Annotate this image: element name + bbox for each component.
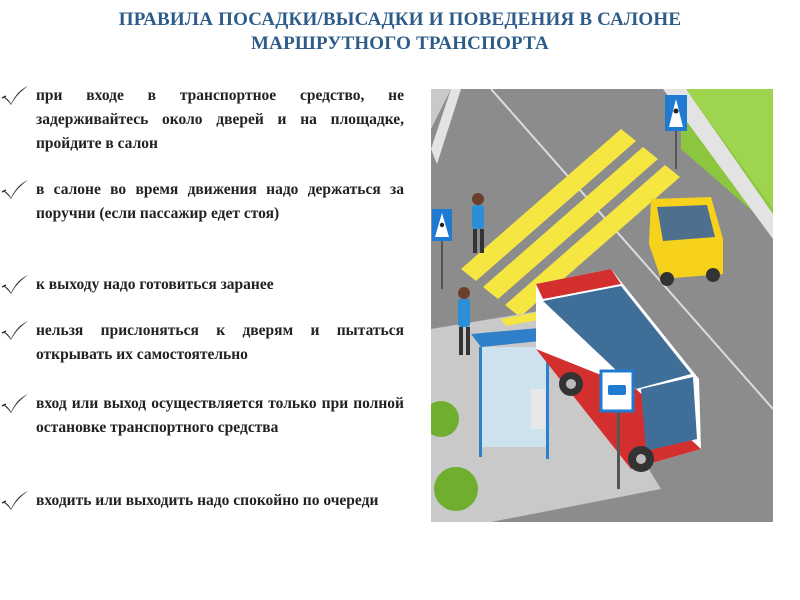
rule-item	[0, 319, 410, 367]
checkmark-icon	[0, 393, 36, 415]
checkmark-icon	[0, 490, 36, 512]
rule-item	[0, 178, 410, 226]
checkmark-icon	[0, 85, 36, 107]
rule-item	[0, 489, 410, 513]
rule-text: входить или выходить надо спокойно по очереди	[36, 492, 379, 509]
checkmark-icon	[0, 179, 36, 201]
bus-stop-illustration	[431, 89, 773, 522]
illustration-scene	[431, 89, 773, 522]
rule-text: вход или выход осуществляется только при полной остановке транспортного средства	[36, 395, 404, 436]
rule-text: нельзя прислоняться к дверям и пытаться открывать их самостоятельно	[36, 322, 404, 363]
minibus-icon	[649, 197, 723, 286]
rule-item	[0, 392, 410, 440]
checkmark-icon	[0, 320, 36, 342]
rule-item	[0, 84, 410, 156]
rule-text: к выходу надо готовиться заранее	[36, 276, 274, 293]
rule-text: в салоне во время движения надо держаться за поручни (если пассажир едет стоя)	[36, 181, 404, 222]
rule-text: при входе в транспортное средство, не задерживайтесь около дверей и на площадке, пройдите в салон	[36, 87, 404, 152]
rule-item	[0, 273, 410, 297]
page-title: ПРАВИЛА ПОСАДКИ/ВЫСАДКИ И ПОВЕДЕНИЯ В САЛОНЕ МАРШРУТНОГО ТРАНСПОРТА	[118, 9, 682, 54]
checkmark-icon	[0, 274, 36, 296]
